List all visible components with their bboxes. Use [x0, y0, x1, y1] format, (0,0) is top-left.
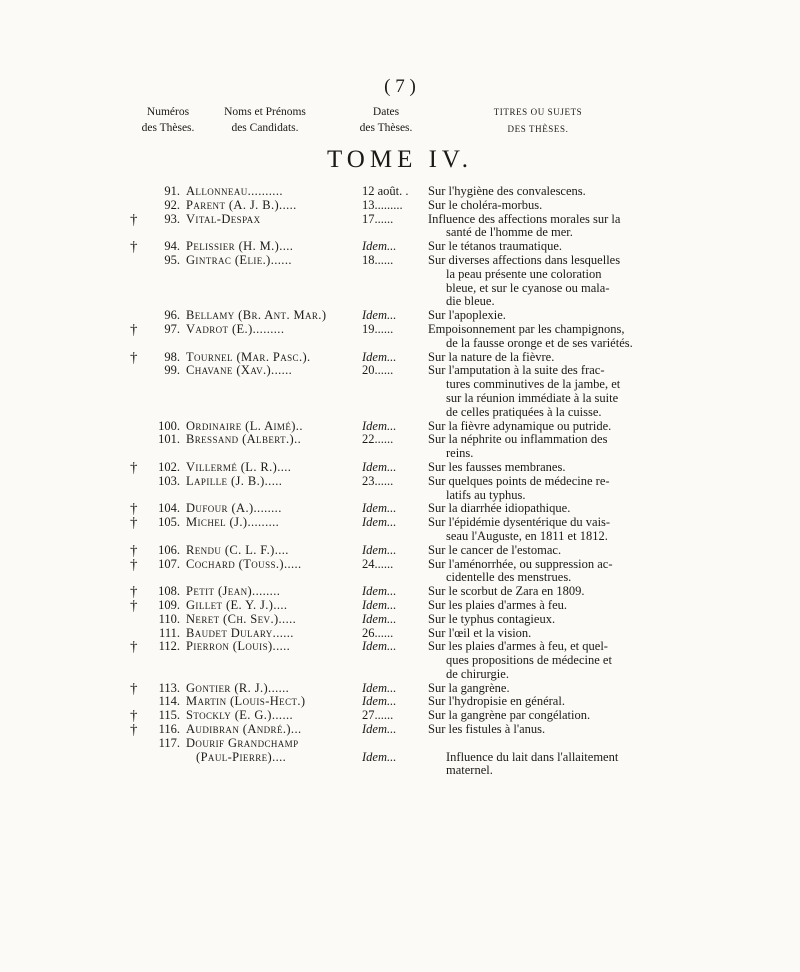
thesis-number: 113.	[158, 680, 180, 695]
thesis-title-line: Sur le tétanos traumatique.	[428, 239, 562, 254]
thesis-title-line: de chirurgie.	[446, 666, 509, 681]
thesis-title	[428, 599, 673, 613]
header-titres-line1: TITRES OU SUJETS	[493, 107, 583, 117]
thesis-entry	[0, 544, 800, 558]
thesis-number: 114.	[158, 694, 180, 709]
header-noms-line1: Noms et Prénoms	[224, 106, 306, 118]
thesis-entry	[0, 461, 800, 475]
thesis-title	[428, 585, 673, 599]
thesis-title	[428, 461, 673, 475]
thesis-title	[428, 558, 673, 586]
thesis-date: 17......	[362, 211, 394, 226]
thesis-number: 117.	[158, 735, 180, 750]
header-dates-line2: des Thèses.	[359, 122, 413, 134]
thesis-title-line: Sur la gangrène.	[428, 680, 510, 695]
thesis-date: 19......	[362, 321, 394, 336]
thesis-title-line: Sur l'hygiène des convalescens.	[428, 184, 586, 198]
thesis-title-line: Sur le typhus contagieux.	[428, 611, 556, 626]
thesis-title-line: reins.	[446, 446, 474, 461]
thesis-number: 97.	[164, 321, 180, 336]
thesis-title	[428, 364, 673, 419]
dagger-mark: †	[130, 708, 138, 725]
candidate-name: Vadrot (E.).........	[186, 321, 285, 336]
thesis-date: Idem...	[362, 349, 397, 364]
thesis-number: 116.	[158, 722, 180, 737]
thesis-title-line: seau l'Auguste, en 1811 et 1812.	[446, 528, 608, 543]
thesis-date: Idem...	[362, 459, 397, 474]
thesis-entry	[0, 640, 800, 681]
thesis-title	[428, 254, 673, 309]
thesis-title	[428, 323, 673, 351]
thesis-date: 22......	[362, 432, 394, 447]
thesis-entry	[0, 364, 800, 419]
thesis-title	[428, 502, 673, 516]
thesis-number: 102.	[158, 459, 180, 474]
thesis-entry	[0, 709, 800, 723]
thesis-title-line: Sur le scorbut de Zara en 1809.	[428, 584, 585, 599]
thesis-number: 101.	[158, 432, 180, 447]
thesis-date: 26......	[362, 625, 394, 640]
thesis-date: Idem...	[362, 597, 397, 612]
thesis-number: 103.	[158, 473, 180, 488]
thesis-title-line: Sur l'œil et la vision.	[428, 625, 532, 640]
thesis-number: 108.	[158, 584, 180, 599]
dagger-mark: †	[130, 515, 138, 532]
dagger-mark: †	[130, 680, 138, 697]
thesis-number: 100.	[158, 418, 180, 433]
thesis-entry	[0, 737, 800, 778]
candidate-name: Stockly (E. G.)......	[186, 708, 294, 723]
thesis-entry	[0, 558, 800, 586]
thesis-date: 13.........	[362, 197, 403, 212]
thesis-title	[428, 640, 673, 681]
thesis-date: Idem...	[362, 308, 397, 323]
candidate-name: Cochard (Touss.).....	[186, 556, 302, 571]
candidate-name: Dufour (A.)........	[186, 501, 282, 516]
thesis-number: 115.	[158, 708, 180, 723]
candidate-name: Bellamy (Br. Ant. Mar.)	[186, 308, 327, 323]
thesis-title	[428, 613, 673, 627]
thesis-entry	[0, 433, 800, 461]
thesis-entry	[0, 613, 800, 627]
candidate-name: Audibran (André.)...	[186, 722, 302, 737]
thesis-title	[428, 420, 673, 434]
thesis-entry	[0, 695, 800, 709]
thesis-number: 109.	[158, 597, 180, 612]
thesis-title-line: maternel.	[446, 763, 493, 778]
thesis-title-line: die bleue.	[446, 294, 495, 309]
thesis-title	[428, 351, 673, 365]
candidate-name: Villermé (L. R.)....	[186, 459, 292, 474]
thesis-title	[428, 627, 673, 641]
thesis-title-line	[428, 737, 673, 751]
thesis-date: 12 août. .	[362, 184, 409, 198]
thesis-entry	[0, 627, 800, 641]
thesis-date: 23......	[362, 473, 394, 488]
thesis-title-line: Sur les plaies d'armes à feu, et quel-	[428, 639, 608, 654]
thesis-date: 20......	[362, 363, 394, 378]
candidate-name: Neret (Ch. Sev.).....	[186, 611, 297, 626]
thesis-number: 112.	[158, 639, 180, 654]
thesis-date: Idem...	[362, 515, 397, 530]
thesis-entry	[0, 599, 800, 613]
thesis-date: Idem...	[362, 749, 397, 764]
header-dates	[346, 104, 426, 136]
candidate-name: Ordinaire (L. Aimé)..	[186, 418, 303, 433]
thesis-title-line: de la fausse oronge et de ses variétés.	[446, 335, 633, 350]
header-noms	[206, 104, 324, 136]
thesis-title	[428, 199, 673, 213]
thesis-title-line: Sur la nature de la fièvre.	[428, 349, 555, 364]
thesis-entry	[0, 323, 800, 351]
thesis-title	[428, 723, 673, 737]
candidate-name: Allonneau..........	[186, 184, 283, 198]
candidate-name: Vital-Despax	[186, 211, 261, 226]
candidate-name: Michel (J.).........	[186, 515, 280, 530]
thesis-title-line: Sur l'amputation à la suite des frac-	[428, 363, 605, 378]
candidate-name: Petit (Jean)........	[186, 584, 281, 599]
thesis-title-line: Sur la diarrhée idiopathique.	[428, 501, 571, 516]
thesis-date: Idem...	[362, 501, 397, 516]
thesis-number: 106.	[158, 542, 180, 557]
thesis-number: 111.	[159, 625, 180, 640]
thesis-entry	[0, 420, 800, 434]
thesis-number: 94.	[164, 239, 180, 254]
thesis-entry	[0, 254, 800, 309]
header-numeros-line1: Numéros	[146, 106, 190, 118]
tome-heading: TOME IV.	[326, 146, 474, 173]
thesis-title-line: tures comminutives de la jambe, et	[446, 377, 621, 392]
thesis-date: Idem...	[362, 639, 397, 654]
candidate-name: Rendu (C. L. F.)....	[186, 542, 289, 557]
thesis-title	[428, 309, 673, 323]
thesis-number: 105.	[158, 515, 180, 530]
page-number: ( 7 )	[384, 76, 416, 97]
dagger-mark: †	[130, 349, 138, 366]
header-titres-line2: DES THÈSES.	[507, 124, 569, 134]
thesis-title	[428, 544, 673, 558]
thesis-title	[428, 709, 673, 723]
dagger-mark: †	[130, 639, 138, 656]
thesis-title-line: Sur diverses affections dans lesquelles	[428, 252, 621, 267]
thesis-number: 96.	[164, 308, 180, 323]
thesis-number: 98.	[164, 349, 180, 364]
thesis-title-line: Influence des affections morales sur la	[428, 211, 621, 226]
thesis-entry	[0, 351, 800, 365]
thesis-title-line: santé de l'homme de mer.	[446, 225, 573, 240]
header-numeros	[128, 104, 208, 136]
thesis-list	[0, 185, 800, 778]
thesis-title-line: Sur les fausses membranes.	[428, 459, 566, 474]
header-noms-line2: des Candidats.	[231, 122, 299, 134]
thesis-title-line: Sur l'épidémie dysentérique du vais-	[428, 515, 611, 530]
candidate-name: Baudet Dulary......	[186, 625, 294, 640]
candidate-name: Pelissier (H. M.)....	[186, 239, 294, 254]
dagger-mark: †	[130, 321, 138, 338]
thesis-title-line: cidentelle des menstrues.	[446, 570, 572, 585]
thesis-entry	[0, 185, 800, 199]
candidate-name: Pierron (Louis).....	[186, 639, 291, 654]
thesis-title-line: Sur les fistules à l'anus.	[428, 722, 546, 737]
header-titres	[468, 104, 608, 138]
header-numeros-line2: des Thèses.	[141, 122, 195, 134]
candidate-name: Tournel (Mar. Pasc.).	[186, 349, 311, 364]
candidate-name: Gintrac (Elie.)......	[186, 252, 292, 267]
thesis-entry	[0, 502, 800, 516]
thesis-title-line: latifs au typhus.	[446, 487, 526, 502]
thesis-title-line: Sur l'aménorrhée, ou suppression ac-	[428, 556, 613, 571]
thesis-entry	[0, 475, 800, 503]
candidate-name: Lapille (J. B.).....	[186, 473, 283, 488]
thesis-title-line: de celles pratiquées à la cuisse.	[446, 404, 602, 419]
thesis-title-line: Sur l'hydropisie en général.	[428, 694, 565, 709]
dagger-mark: †	[130, 584, 138, 601]
dagger-mark: †	[130, 542, 138, 559]
candidate-name: Bressand (Albert.)..	[186, 432, 302, 447]
thesis-date: Idem...	[362, 722, 397, 737]
thesis-title	[428, 240, 673, 254]
thesis-number: 99.	[164, 363, 180, 378]
thesis-title	[428, 516, 673, 544]
candidate-name: Dourif Grandchamp	[186, 735, 299, 750]
thesis-title-line: Sur la néphrite ou inflammation des	[428, 432, 608, 447]
thesis-date: Idem...	[362, 611, 397, 626]
dagger-mark: †	[130, 556, 138, 573]
thesis-title-line: Sur le choléra-morbus.	[428, 197, 543, 212]
thesis-title-line: Sur quelques points de médecine re-	[428, 473, 610, 488]
thesis-entry	[0, 240, 800, 254]
candidate-name: Martin (Louis-Hect.)	[186, 694, 306, 709]
thesis-number: 92.	[164, 197, 180, 212]
thesis-title-line: sur la réunion immédiate à la suite	[446, 390, 619, 405]
thesis-title-line: Sur le cancer de l'estomac.	[428, 542, 562, 557]
thesis-entry	[0, 516, 800, 544]
thesis-title-line: la peau présente une coloration	[446, 266, 602, 281]
candidate-name: Chavane (Xav.)......	[186, 363, 293, 378]
thesis-date: Idem...	[362, 694, 397, 709]
thesis-title-line: ques propositions de médecine et	[446, 653, 612, 668]
candidate-name: Parent (A. J. B.).....	[186, 197, 297, 212]
thesis-title	[428, 737, 673, 778]
thesis-title-line: Sur la fièvre adynamique ou putride.	[428, 418, 612, 433]
dagger-mark: †	[130, 722, 138, 739]
thesis-date: 18......	[362, 252, 394, 267]
thesis-title	[428, 695, 673, 709]
dagger-mark: †	[130, 459, 138, 476]
thesis-entry	[0, 309, 800, 323]
thesis-date: Idem...	[362, 542, 397, 557]
thesis-number: 107.	[158, 556, 180, 571]
thesis-title	[428, 185, 673, 199]
thesis-title-line: Influence du lait dans l'allaitement	[446, 749, 619, 764]
thesis-number: 110.	[158, 611, 180, 626]
header-dates-line1: Dates	[372, 106, 400, 118]
thesis-title-line: Sur la gangrène par congélation.	[428, 708, 591, 723]
thesis-number: 95.	[164, 252, 180, 267]
candidate-name: Gontier (R. J.)......	[186, 680, 290, 695]
candidate-name: Gillet (E. Y. J.)....	[186, 597, 288, 612]
thesis-title	[428, 433, 673, 461]
thesis-date: 24......	[362, 556, 394, 571]
dagger-mark: †	[130, 501, 138, 518]
thesis-entry	[0, 585, 800, 599]
dagger-mark: †	[130, 211, 138, 228]
thesis-date: Idem...	[362, 418, 397, 433]
thesis-date: Idem...	[362, 584, 397, 599]
thesis-number: 93.	[164, 211, 180, 226]
thesis-number: 104.	[158, 501, 180, 516]
thesis-title-line: bleue, et sur le cyanose ou mala-	[446, 280, 610, 295]
thesis-title	[428, 682, 673, 696]
candidate-name-continued: (Paul-Pierre)....	[196, 749, 287, 764]
thesis-entry	[0, 682, 800, 696]
thesis-title	[428, 475, 673, 503]
thesis-date: Idem...	[362, 239, 397, 254]
thesis-date: Idem...	[362, 680, 397, 695]
thesis-title-line: Sur les plaies d'armes à feu.	[428, 597, 568, 612]
thesis-entry	[0, 213, 800, 241]
dagger-mark: †	[130, 239, 138, 256]
thesis-date: 27......	[362, 708, 394, 723]
dagger-mark: †	[130, 597, 138, 614]
thesis-title-line: Sur l'apoplexie.	[428, 308, 506, 323]
thesis-title	[428, 213, 673, 241]
thesis-entry	[0, 723, 800, 737]
thesis-number: 91.	[164, 184, 180, 198]
thesis-entry	[0, 199, 800, 213]
thesis-title-line: Empoisonnement par les champignons,	[428, 321, 625, 336]
